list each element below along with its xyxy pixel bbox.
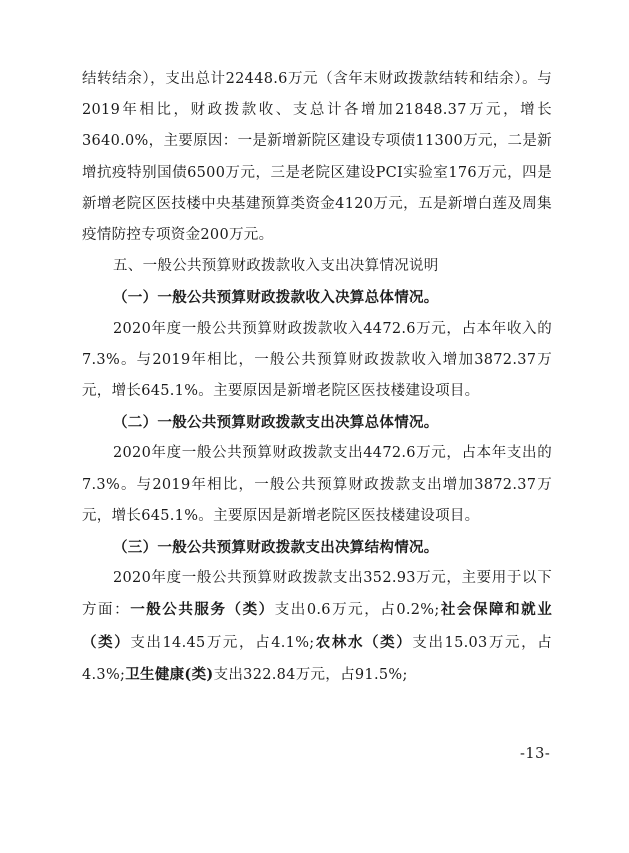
section-heading-general-budget: 五、一般公共预算财政拨款收入支出决算情况说明: [113, 258, 439, 275]
page-number: -13-: [520, 746, 551, 762]
category-agriculture-detail: 支出15.03万元，占4.3%;: [82, 634, 552, 683]
category-agriculture: 农林水（类）: [314, 633, 413, 651]
category-health-detail: 支出322.84万元，占91.5%;: [213, 666, 408, 683]
subheading-expenditure-overview: （二）一般公共预算财政拨款支出决算总体情况。: [113, 414, 439, 432]
category-health: 卫生健康(类): [125, 665, 214, 683]
category-social-security-detail: 支出14.45万元，占4.1%;: [130, 634, 315, 651]
category-social-security: 社会保障和就业（类）: [82, 601, 552, 651]
paragraph-income-overview: 2020年度一般公共预算财政拨款收入4472.6万元，占本年收入的7.3%。与2019年相比，一般公共预算财政拨款收入增加3872.37万元，增长645.1%。主要原因是新增老院区医技楼建设项目。: [82, 320, 552, 400]
paragraph-expenditure-structure: [82, 563, 552, 691]
subheading-expenditure-structure: （三）一般公共预算财政拨款支出决算结构情况。: [113, 539, 439, 557]
structure-intro: 2020年度一般公共预算财政拨款支出352.93万元，主要用于以下方面：: [82, 570, 552, 619]
subheading-income-overview: （一）一般公共预算财政拨款收入决算总体情况。: [113, 289, 439, 307]
category-general-public-services: 一般公共服务（类）: [130, 601, 275, 619]
category-general-public-services-detail: 支出0.6万元，占0.2%;: [274, 602, 440, 619]
paragraph-expenditure-overview: 2020年度一般公共预算财政拨款支出4472.6万元，占本年支出的7.3%。与2019年相比，一般公共预算财政拨款支出增加3872.37万元，增长645.1%。主要原因是新增老院区医技楼建设项目。: [82, 445, 552, 524]
page-content: [82, 64, 552, 691]
paragraph-financial-summary: 结转结余），支出总计22448.6万元（含年末财政拨款结转和结余）。与2019年相比，财政拨款收、支总计各增加21848.37万元，增长3640.0%，主要原因：一是新增新院区建设专项债11300万元，二是新增抗疫特别国债6500万元，三是老院区建设PCI实验室176万元，四是新增老院区医技楼中央基建预算类资金4120万元，五是新增白莲及周集疫情防控专项资金200万元。: [82, 71, 552, 244]
